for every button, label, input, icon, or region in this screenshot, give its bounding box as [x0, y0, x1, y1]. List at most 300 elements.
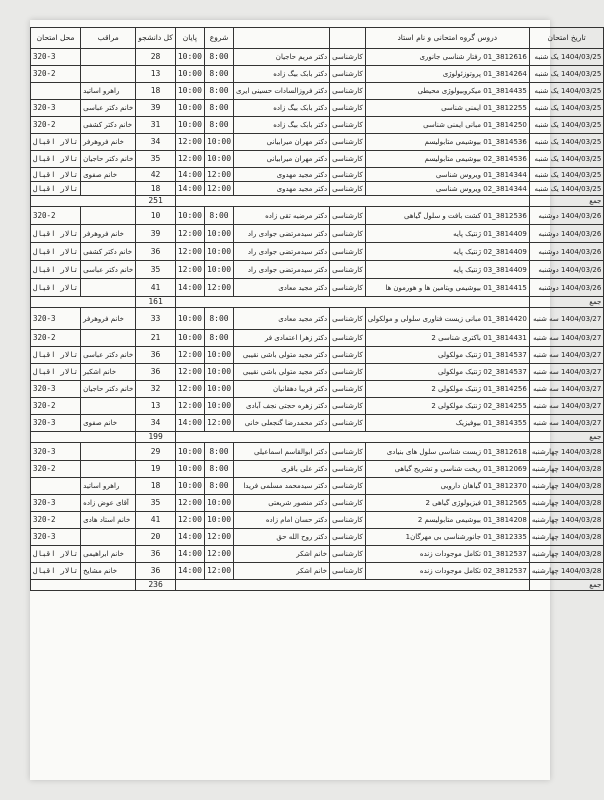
date-cell: 1404/03/28 چهارشنبه: [529, 443, 604, 461]
table-row: [31, 529, 604, 546]
end-time-cell: 14:00: [175, 563, 204, 580]
start-time-cell: 12:00: [204, 563, 233, 580]
date-cell: 1404/03/27 سه شنبه: [529, 364, 604, 381]
table-row: [31, 134, 604, 151]
start-time-cell: 8:00: [204, 100, 233, 117]
room-cell: 320-3: [31, 381, 81, 398]
teacher-cell: دکتر محمدرضا گنجعلی خانی: [234, 415, 330, 432]
total-value: 161: [136, 297, 176, 308]
total-label: جمع: [529, 297, 604, 308]
teacher-cell: دکتر مریم حاجیان: [234, 49, 330, 66]
start-time-cell: 12:00: [204, 182, 233, 196]
date-cell: 1404/03/26 دوشنبه: [529, 261, 604, 279]
group-cell: کارشناسی: [330, 347, 366, 364]
total-value: 199: [136, 432, 176, 443]
date-cell: 1404/03/27 سه شنبه: [529, 347, 604, 364]
course-cell: 3814208_01 بیوشیمی متابولیسم 2: [365, 512, 529, 529]
date-cell: 1404/03/25 یک شنبه: [529, 83, 604, 100]
teacher-cell: دکتر سیدمرتضی جوادی راد: [234, 225, 330, 243]
start-time-cell: 10:00: [204, 398, 233, 415]
table-row: [31, 182, 604, 196]
course-cell: 3814409_03 ژنتیک پایه: [365, 261, 529, 279]
teacher-cell: دکتر سیدمرتضی جوادی راد: [234, 261, 330, 279]
total-row: [31, 196, 604, 207]
start-time-cell: 8:00: [204, 83, 233, 100]
start-time-cell: 10:00: [204, 151, 233, 168]
group-cell: کارشناسی: [330, 168, 366, 182]
total-spacer: [31, 580, 136, 591]
group-cell: کارشناسی: [330, 529, 366, 546]
date-cell: 1404/03/28 چهارشنبه: [529, 529, 604, 546]
end-time-cell: 12:00: [175, 364, 204, 381]
proctor-cell: [81, 279, 136, 297]
group-cell: کارشناسی: [330, 117, 366, 134]
proctor-cell: [81, 66, 136, 83]
proctor-cell: [81, 443, 136, 461]
start-time-cell: 8:00: [204, 443, 233, 461]
group-cell: کارشناسی: [330, 398, 366, 415]
student-count-cell: 41: [136, 512, 176, 529]
proctor-cell: راهرو اساتید: [81, 83, 136, 100]
course-cell: 3814537_02 ژنتیک مولکولی: [365, 364, 529, 381]
group-cell: کارشناسی: [330, 225, 366, 243]
course-cell: 3814344_02 ویروس شناسی: [365, 182, 529, 196]
date-cell: 1404/03/28 چهارشنبه: [529, 512, 604, 529]
start-time-cell: 10:00: [204, 495, 233, 512]
group-cell: کارشناسی: [330, 563, 366, 580]
teacher-cell: دکتر مجید مهدوی: [234, 182, 330, 196]
student-count-cell: 19: [136, 461, 176, 478]
end-time-cell: 14:00: [175, 529, 204, 546]
total-label: جمع: [529, 432, 604, 443]
room-cell: تالار اقبال: [31, 243, 81, 261]
proctor-cell: خانم فروهرفر: [81, 225, 136, 243]
start-time-cell: 8:00: [204, 478, 233, 495]
date-cell: 1404/03/28 چهارشنبه: [529, 461, 604, 478]
end-time-cell: 10:00: [175, 461, 204, 478]
course-cell: 3814537_01 ژنتیک مولکولی: [365, 347, 529, 364]
teacher-cell: دکتر مجید متولی باشی نقیبی: [234, 347, 330, 364]
header-room: محل امتحان: [31, 28, 81, 49]
teacher-cell: دکتر مجید متولی باشی نقیبی: [234, 364, 330, 381]
start-time-cell: 8:00: [204, 49, 233, 66]
course-cell: 3814536_02 بیوشیمی متابولیسم: [365, 151, 529, 168]
student-count-cell: 13: [136, 398, 176, 415]
course-cell: 3814536_01 بیوشیمی متابولیسم: [365, 134, 529, 151]
table-row: [31, 381, 604, 398]
start-time-cell: 8:00: [204, 330, 233, 347]
start-time-cell: 10:00: [204, 347, 233, 364]
proctor-cell: خانم دکتر حاجیان: [81, 381, 136, 398]
student-count-cell: 36: [136, 563, 176, 580]
proctor-cell: [81, 330, 136, 347]
student-count-cell: 28: [136, 49, 176, 66]
teacher-cell: خانم اشکر: [234, 546, 330, 563]
exam-schedule-table: [30, 27, 604, 591]
teacher-cell: دکتر بابک بیگ زاده: [234, 100, 330, 117]
group-cell: کارشناسی: [330, 207, 366, 225]
header-date: تاریخ امتحان: [529, 28, 604, 49]
group-cell: کارشناسی: [330, 330, 366, 347]
course-cell: 3814264_01 پروتوزئولوژی: [365, 66, 529, 83]
table-row: [31, 308, 604, 330]
teacher-cell: دکتر مرضیه تقی زاده: [234, 207, 330, 225]
group-cell: کارشناسی: [330, 83, 366, 100]
end-time-cell: 12:00: [175, 398, 204, 415]
room-cell: 320-2: [31, 66, 81, 83]
date-cell: 1404/03/25 یک شنبه: [529, 100, 604, 117]
header-teacher: [234, 28, 330, 49]
student-count-cell: 35: [136, 151, 176, 168]
start-time-cell: 8:00: [204, 207, 233, 225]
teacher-cell: دکتر سیدمرتضی جوادی راد: [234, 243, 330, 261]
table-row: [31, 415, 604, 432]
header-row: [31, 28, 604, 49]
student-count-cell: 39: [136, 225, 176, 243]
start-time-cell: 10:00: [204, 381, 233, 398]
room-cell: 320-2: [31, 207, 81, 225]
student-count-cell: 41: [136, 279, 176, 297]
table-row: [31, 461, 604, 478]
course-cell: 3814255_02 ژنتیک مولکولی 2: [365, 398, 529, 415]
start-time-cell: 12:00: [204, 529, 233, 546]
total-value: 236: [136, 580, 176, 591]
student-count-cell: 39: [136, 100, 176, 117]
group-cell: کارشناسی: [330, 381, 366, 398]
group-cell: کارشناسی: [330, 364, 366, 381]
date-cell: 1404/03/27 سه شنبه: [529, 308, 604, 330]
course-cell: 3812537_01 تکامل موجودات زنده: [365, 546, 529, 563]
total-spacer: [175, 432, 529, 443]
group-cell: کارشناسی: [330, 134, 366, 151]
course-cell: 3814355_01 بیوفیزیک: [365, 415, 529, 432]
table-row: [31, 563, 604, 580]
end-time-cell: 10:00: [175, 330, 204, 347]
date-cell: 1404/03/26 دوشنبه: [529, 243, 604, 261]
date-cell: 1404/03/25 یک شنبه: [529, 168, 604, 182]
student-count-cell: 18: [136, 478, 176, 495]
total-spacer: [175, 297, 529, 308]
course-cell: 3812335_01 جانورشناسی بی مهرگان1: [365, 529, 529, 546]
date-cell: 1404/03/27 سه شنبه: [529, 415, 604, 432]
room-cell: 320-2: [31, 512, 81, 529]
group-cell: کارشناسی: [330, 546, 366, 563]
room-cell: 320-3: [31, 415, 81, 432]
end-time-cell: 12:00: [175, 347, 204, 364]
room-cell: 320-3: [31, 529, 81, 546]
end-time-cell: 14:00: [175, 546, 204, 563]
teacher-cell: دکتر سیدمحمد مسلمی فریدا: [234, 478, 330, 495]
end-time-cell: 12:00: [175, 134, 204, 151]
teacher-cell: دکتر فروزالسادات حسینی ایری: [234, 83, 330, 100]
end-time-cell: 12:00: [175, 151, 204, 168]
start-time-cell: 12:00: [204, 279, 233, 297]
course-cell: 3812069_01 ریخت شناسی و تشریح گیاهی: [365, 461, 529, 478]
start-time-cell: 12:00: [204, 168, 233, 182]
start-time-cell: 10:00: [204, 364, 233, 381]
teacher-cell: خانم اشکر: [234, 563, 330, 580]
teacher-cell: دکتر زهرا اعتمادی فر: [234, 330, 330, 347]
course-cell: 3812536_01 کشت بافت و سلول گیاهی: [365, 207, 529, 225]
course-cell: 3812255_01 ایمنی شناسی: [365, 100, 529, 117]
table-row: [31, 261, 604, 279]
room-cell: تالار اقبال: [31, 347, 81, 364]
course-cell: 3814256_01 ژنتیک مولکولی 2: [365, 381, 529, 398]
group-cell: کارشناسی: [330, 151, 366, 168]
proctor-cell: خانم مشایخ: [81, 563, 136, 580]
student-count-cell: 32: [136, 381, 176, 398]
student-count-cell: 42: [136, 168, 176, 182]
table-row: [31, 49, 604, 66]
student-count-cell: 20: [136, 529, 176, 546]
room-cell: تالار اقبال: [31, 261, 81, 279]
total-spacer: [31, 297, 136, 308]
start-time-cell: 10:00: [204, 512, 233, 529]
end-time-cell: 10:00: [175, 100, 204, 117]
total-spacer: [175, 580, 529, 591]
course-cell: 3814435_01 میکروبیولوژی محیطی: [365, 83, 529, 100]
date-cell: 1404/03/25 یک شنبه: [529, 49, 604, 66]
room-cell: تالار اقبال: [31, 182, 81, 196]
end-time-cell: 12:00: [175, 512, 204, 529]
start-time-cell: 8:00: [204, 117, 233, 134]
course-cell: 3812537_02 تکامل موجودات زنده: [365, 563, 529, 580]
table-row: [31, 207, 604, 225]
total-spacer: [31, 432, 136, 443]
room-cell: تالار اقبال: [31, 168, 81, 182]
teacher-cell: دکتر منصور شریعتی: [234, 495, 330, 512]
end-time-cell: 14:00: [175, 415, 204, 432]
start-time-cell: 12:00: [204, 415, 233, 432]
date-cell: 1404/03/27 سه شنبه: [529, 330, 604, 347]
proctor-cell: خانم فروهرفر: [81, 308, 136, 330]
proctor-cell: خانم اشکبر: [81, 364, 136, 381]
room-cell: تالار اقبال: [31, 546, 81, 563]
course-cell: 3812618_01 زیست شناسی سلول های بنیادی: [365, 443, 529, 461]
student-count-cell: 29: [136, 443, 176, 461]
start-time-cell: 8:00: [204, 66, 233, 83]
course-cell: 3814250_01 مبانی ایمنی شناسی: [365, 117, 529, 134]
date-cell: 1404/03/26 دوشنبه: [529, 225, 604, 243]
course-cell: 3814415_01 بیوشیمی ویتامین ها و هورمون ها: [365, 279, 529, 297]
group-cell: کارشناسی: [330, 495, 366, 512]
room-cell: 320-3: [31, 495, 81, 512]
proctor-cell: خانم صفوی: [81, 168, 136, 182]
total-row: [31, 297, 604, 308]
date-cell: 1404/03/25 یک شنبه: [529, 117, 604, 134]
teacher-cell: دکتر مجید معادی: [234, 308, 330, 330]
end-time-cell: 12:00: [175, 261, 204, 279]
course-cell: 3814344_01 ویروس شناسی: [365, 168, 529, 182]
date-cell: 1404/03/28 چهارشنبه: [529, 546, 604, 563]
end-time-cell: 10:00: [175, 49, 204, 66]
room-cell: [31, 83, 81, 100]
student-count-cell: 34: [136, 134, 176, 151]
student-count-cell: 10: [136, 207, 176, 225]
end-time-cell: 14:00: [175, 279, 204, 297]
room-cell: تالار اقبال: [31, 364, 81, 381]
room-cell: 320-3: [31, 49, 81, 66]
proctor-cell: [81, 398, 136, 415]
room-cell: تالار اقبال: [31, 151, 81, 168]
date-cell: 1404/03/27 سه شنبه: [529, 381, 604, 398]
group-cell: کارشناسی: [330, 478, 366, 495]
total-label: جمع: [529, 580, 604, 591]
table-row: [31, 66, 604, 83]
teacher-cell: دکتر مهران میرابیانی: [234, 134, 330, 151]
teacher-cell: دکتر فریبا دهقانیان: [234, 381, 330, 398]
proctor-cell: [81, 461, 136, 478]
end-time-cell: 10:00: [175, 478, 204, 495]
date-cell: 1404/03/26 دوشنبه: [529, 279, 604, 297]
student-count-cell: 35: [136, 495, 176, 512]
table-row: [31, 100, 604, 117]
student-count-cell: 18: [136, 83, 176, 100]
total-spacer: [31, 196, 136, 207]
room-cell: 320-3: [31, 443, 81, 461]
group-cell: کارشناسی: [330, 100, 366, 117]
group-cell: کارشناسی: [330, 443, 366, 461]
proctor-cell: خانم دکتر کشفی: [81, 243, 136, 261]
start-time-cell: 12:00: [204, 546, 233, 563]
teacher-cell: دکتر علی باقری: [234, 461, 330, 478]
proctor-cell: خانم استاد هادی: [81, 512, 136, 529]
teacher-cell: دکتر حسان امام زاده: [234, 512, 330, 529]
start-time-cell: 8:00: [204, 308, 233, 330]
table-row: [31, 546, 604, 563]
proctor-cell: خانم دکتر عباسی: [81, 261, 136, 279]
room-cell: 320-3: [31, 308, 81, 330]
date-cell: 1404/03/28 چهارشنبه: [529, 478, 604, 495]
group-cell: کارشناسی: [330, 261, 366, 279]
course-cell: 3812616_01 رفتار شناسی جانوری: [365, 49, 529, 66]
total-row: [31, 580, 604, 591]
table-row: [31, 330, 604, 347]
date-cell: 1404/03/25 یک شنبه: [529, 66, 604, 83]
end-time-cell: 10:00: [175, 117, 204, 134]
start-time-cell: 10:00: [204, 243, 233, 261]
end-time-cell: 10:00: [175, 66, 204, 83]
end-time-cell: 10:00: [175, 83, 204, 100]
teacher-cell: دکتر زهره حجتی نجف آبادی: [234, 398, 330, 415]
total-value: 251: [136, 196, 176, 207]
proctor-cell: آقای عوض زاده: [81, 495, 136, 512]
table-row: [31, 83, 604, 100]
course-cell: 3814409_01 ژنتیک پایه: [365, 225, 529, 243]
course-cell: 3812565_01 فیزیولوژی گیاهی 2: [365, 495, 529, 512]
header-course: دروس گروه امتحانی و نام استاد: [365, 28, 529, 49]
total-spacer: [175, 196, 529, 207]
end-time-cell: 14:00: [175, 182, 204, 196]
room-cell: تالار اقبال: [31, 134, 81, 151]
room-cell: 320-2: [31, 117, 81, 134]
student-count-cell: 21: [136, 330, 176, 347]
start-time-cell: 8:00: [204, 461, 233, 478]
total-row: [31, 432, 604, 443]
proctor-cell: راهرو اساتید: [81, 478, 136, 495]
proctor-cell: خانم صفوی: [81, 415, 136, 432]
start-time-cell: 10:00: [204, 261, 233, 279]
table-row: [31, 478, 604, 495]
total-label: جمع: [529, 196, 604, 207]
table-row: [31, 151, 604, 168]
date-cell: 1404/03/27 سه شنبه: [529, 398, 604, 415]
group-cell: کارشناسی: [330, 49, 366, 66]
end-time-cell: 10:00: [175, 443, 204, 461]
teacher-cell: دکتر بابک بیگ زاده: [234, 117, 330, 134]
table-row: [31, 347, 604, 364]
course-cell: 3814409_02 ژنتیک پایه: [365, 243, 529, 261]
course-cell: 3812370_01 گیاهان دارویی: [365, 478, 529, 495]
room-cell: 320-3: [31, 100, 81, 117]
student-count-cell: 33: [136, 308, 176, 330]
room-cell: 320-2: [31, 461, 81, 478]
proctor-cell: [81, 529, 136, 546]
proctor-cell: خانم دکتر کشفی: [81, 117, 136, 134]
table-row: [31, 364, 604, 381]
table-row: [31, 168, 604, 182]
group-cell: کارشناسی: [330, 66, 366, 83]
proctor-cell: خانم دکتر عباسی: [81, 100, 136, 117]
end-time-cell: 12:00: [175, 495, 204, 512]
teacher-cell: دکتر مجید مهدوی: [234, 168, 330, 182]
header-proctor: مراقب: [81, 28, 136, 49]
end-time-cell: 10:00: [175, 308, 204, 330]
proctor-cell: خانم فروهرفر: [81, 134, 136, 151]
student-count-cell: 36: [136, 546, 176, 563]
start-time-cell: 10:00: [204, 134, 233, 151]
student-count-cell: 36: [136, 347, 176, 364]
table-row: [31, 279, 604, 297]
proctor-cell: خانم دکتر عباسی: [81, 347, 136, 364]
teacher-cell: دکتر مهران میرابیانی: [234, 151, 330, 168]
table-row: [31, 117, 604, 134]
header-count: کل دانشجو: [136, 28, 176, 49]
proctor-cell: [81, 182, 136, 196]
table-row: [31, 398, 604, 415]
end-time-cell: 10:00: [175, 207, 204, 225]
end-time-cell: 12:00: [175, 243, 204, 261]
end-time-cell: 14:00: [175, 168, 204, 182]
teacher-cell: دکتر ابوالقاسم اسماعیلی: [234, 443, 330, 461]
table-row: [31, 225, 604, 243]
group-cell: کارشناسی: [330, 243, 366, 261]
group-cell: کارشناسی: [330, 512, 366, 529]
date-cell: 1404/03/28 چهارشنبه: [529, 563, 604, 580]
course-cell: 3814431_01 باکتری شناسی 2: [365, 330, 529, 347]
group-cell: کارشناسی: [330, 461, 366, 478]
student-count-cell: 35: [136, 261, 176, 279]
proctor-cell: [81, 207, 136, 225]
group-cell: کارشناسی: [330, 279, 366, 297]
header-start: شروع: [204, 28, 233, 49]
room-cell: تالار اقبال: [31, 563, 81, 580]
room-cell: 320-2: [31, 398, 81, 415]
room-cell: 320-2: [31, 330, 81, 347]
room-cell: [31, 478, 81, 495]
student-count-cell: 31: [136, 117, 176, 134]
course-cell: 3814420_01 مبانی زیست فناوری سلولی و مولکولی: [365, 308, 529, 330]
teacher-cell: دکتر روح الله حق: [234, 529, 330, 546]
date-cell: 1404/03/25 یک شنبه: [529, 151, 604, 168]
end-time-cell: 12:00: [175, 381, 204, 398]
table-row: [31, 243, 604, 261]
group-cell: کارشناسی: [330, 308, 366, 330]
start-time-cell: 10:00: [204, 225, 233, 243]
group-cell: کارشناسی: [330, 415, 366, 432]
student-count-cell: 13: [136, 66, 176, 83]
student-count-cell: 18: [136, 182, 176, 196]
